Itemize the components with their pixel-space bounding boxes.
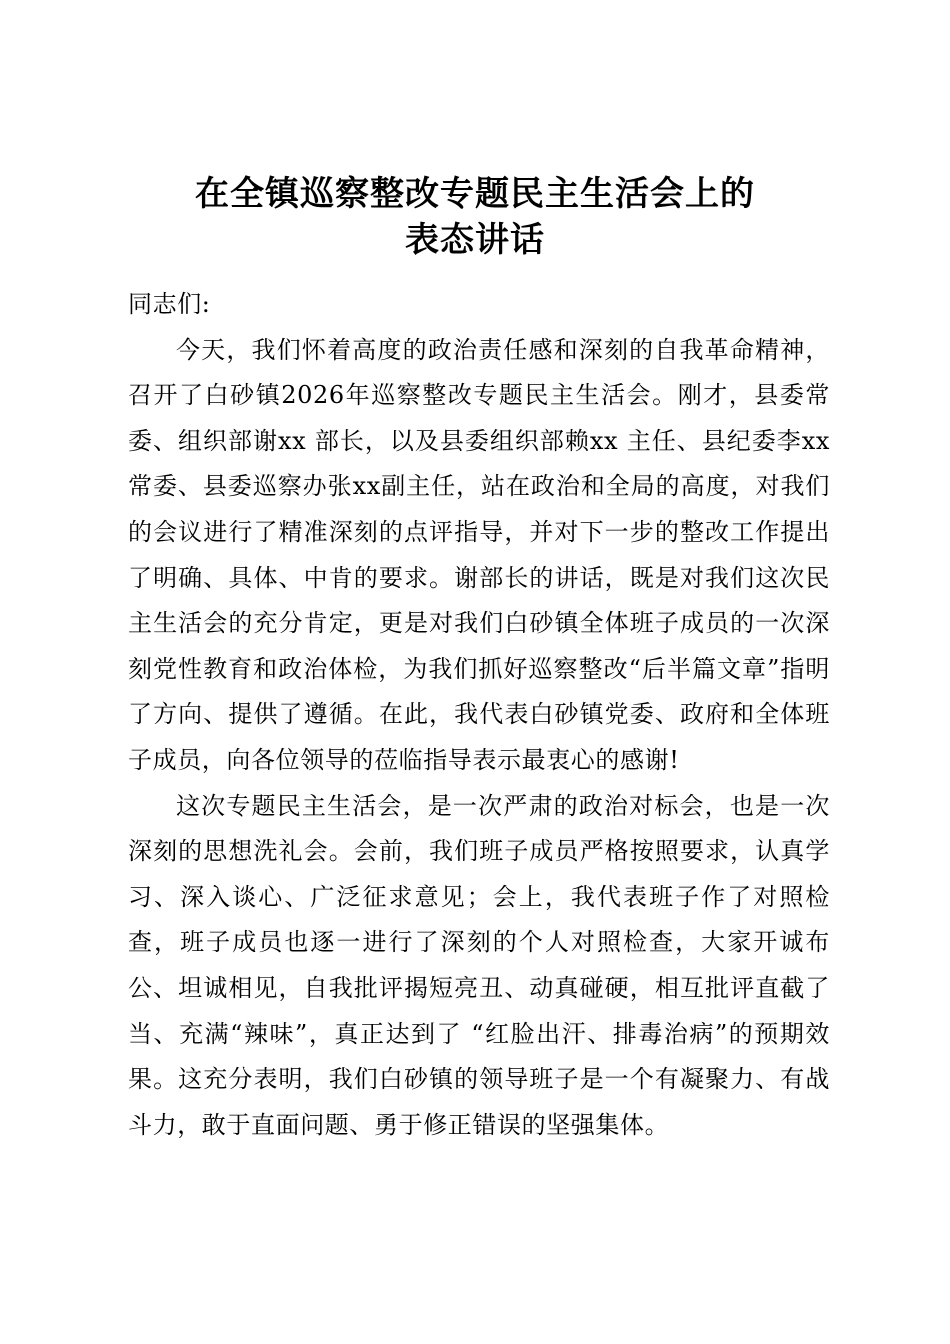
- document-body: [128, 282, 830, 1148]
- body-paragraph-2: 这次专题民主生活会，是一次严肃的政治对标会，也是一次深刻的思想洗礼会。会前，我们班子成员严格按照要求，认真学习、深入谈心、广泛征求意见；会上，我代表班子作了对照检查，班子成员也逐一进行了深刻的个人对照检查，大家开诚布公、坦诚相见，自我批评揭短亮丑、动真碰硬，相互批评直截了当、充满“辣味”，真正达到了 “红脸出汗、排毒治病”的预期效果。这充分表明，我们白砂镇的领导班子是一个有凝聚力、有战斗力，敢于直面问题、勇于修正错误的坚强集体。: [128, 791, 830, 1139]
- salutation: 同志们:: [128, 290, 211, 318]
- body-paragraph-1: 今天，我们怀着高度的政治责任感和深刻的自我革命精神，召开了白砂镇2026年巡察整改专题民主生活会。刚才，县委常委、组织部谢xx 部长，以及县委组织部赖xx 主任、县纪委李xx 常委、县委巡察办张xx副主任，站在政治和全局的高度，对我们的会议进行了精准深刻的点评指导，并对下一步的整改工作提出了明确、具体、中肯的要求。谢部长的讲话，既是对我们这次民主生活会的充分肯定，更是对我们白砂镇全体班子成员的一次深刻党性教育和政治体检，为我们抓好巡察整改“后半篇文章”指明了方向、提供了遵循。在此，我代表白砂镇党委、政府和全体班子成员，向各位领导的莅临指导表示最衷心的感谢!: [128, 335, 830, 774]
- document-title-line-2: 表态讲话: [405, 220, 545, 260]
- document-title-line-1: 在全镇巡察整改专题民主生活会上的: [195, 174, 755, 214]
